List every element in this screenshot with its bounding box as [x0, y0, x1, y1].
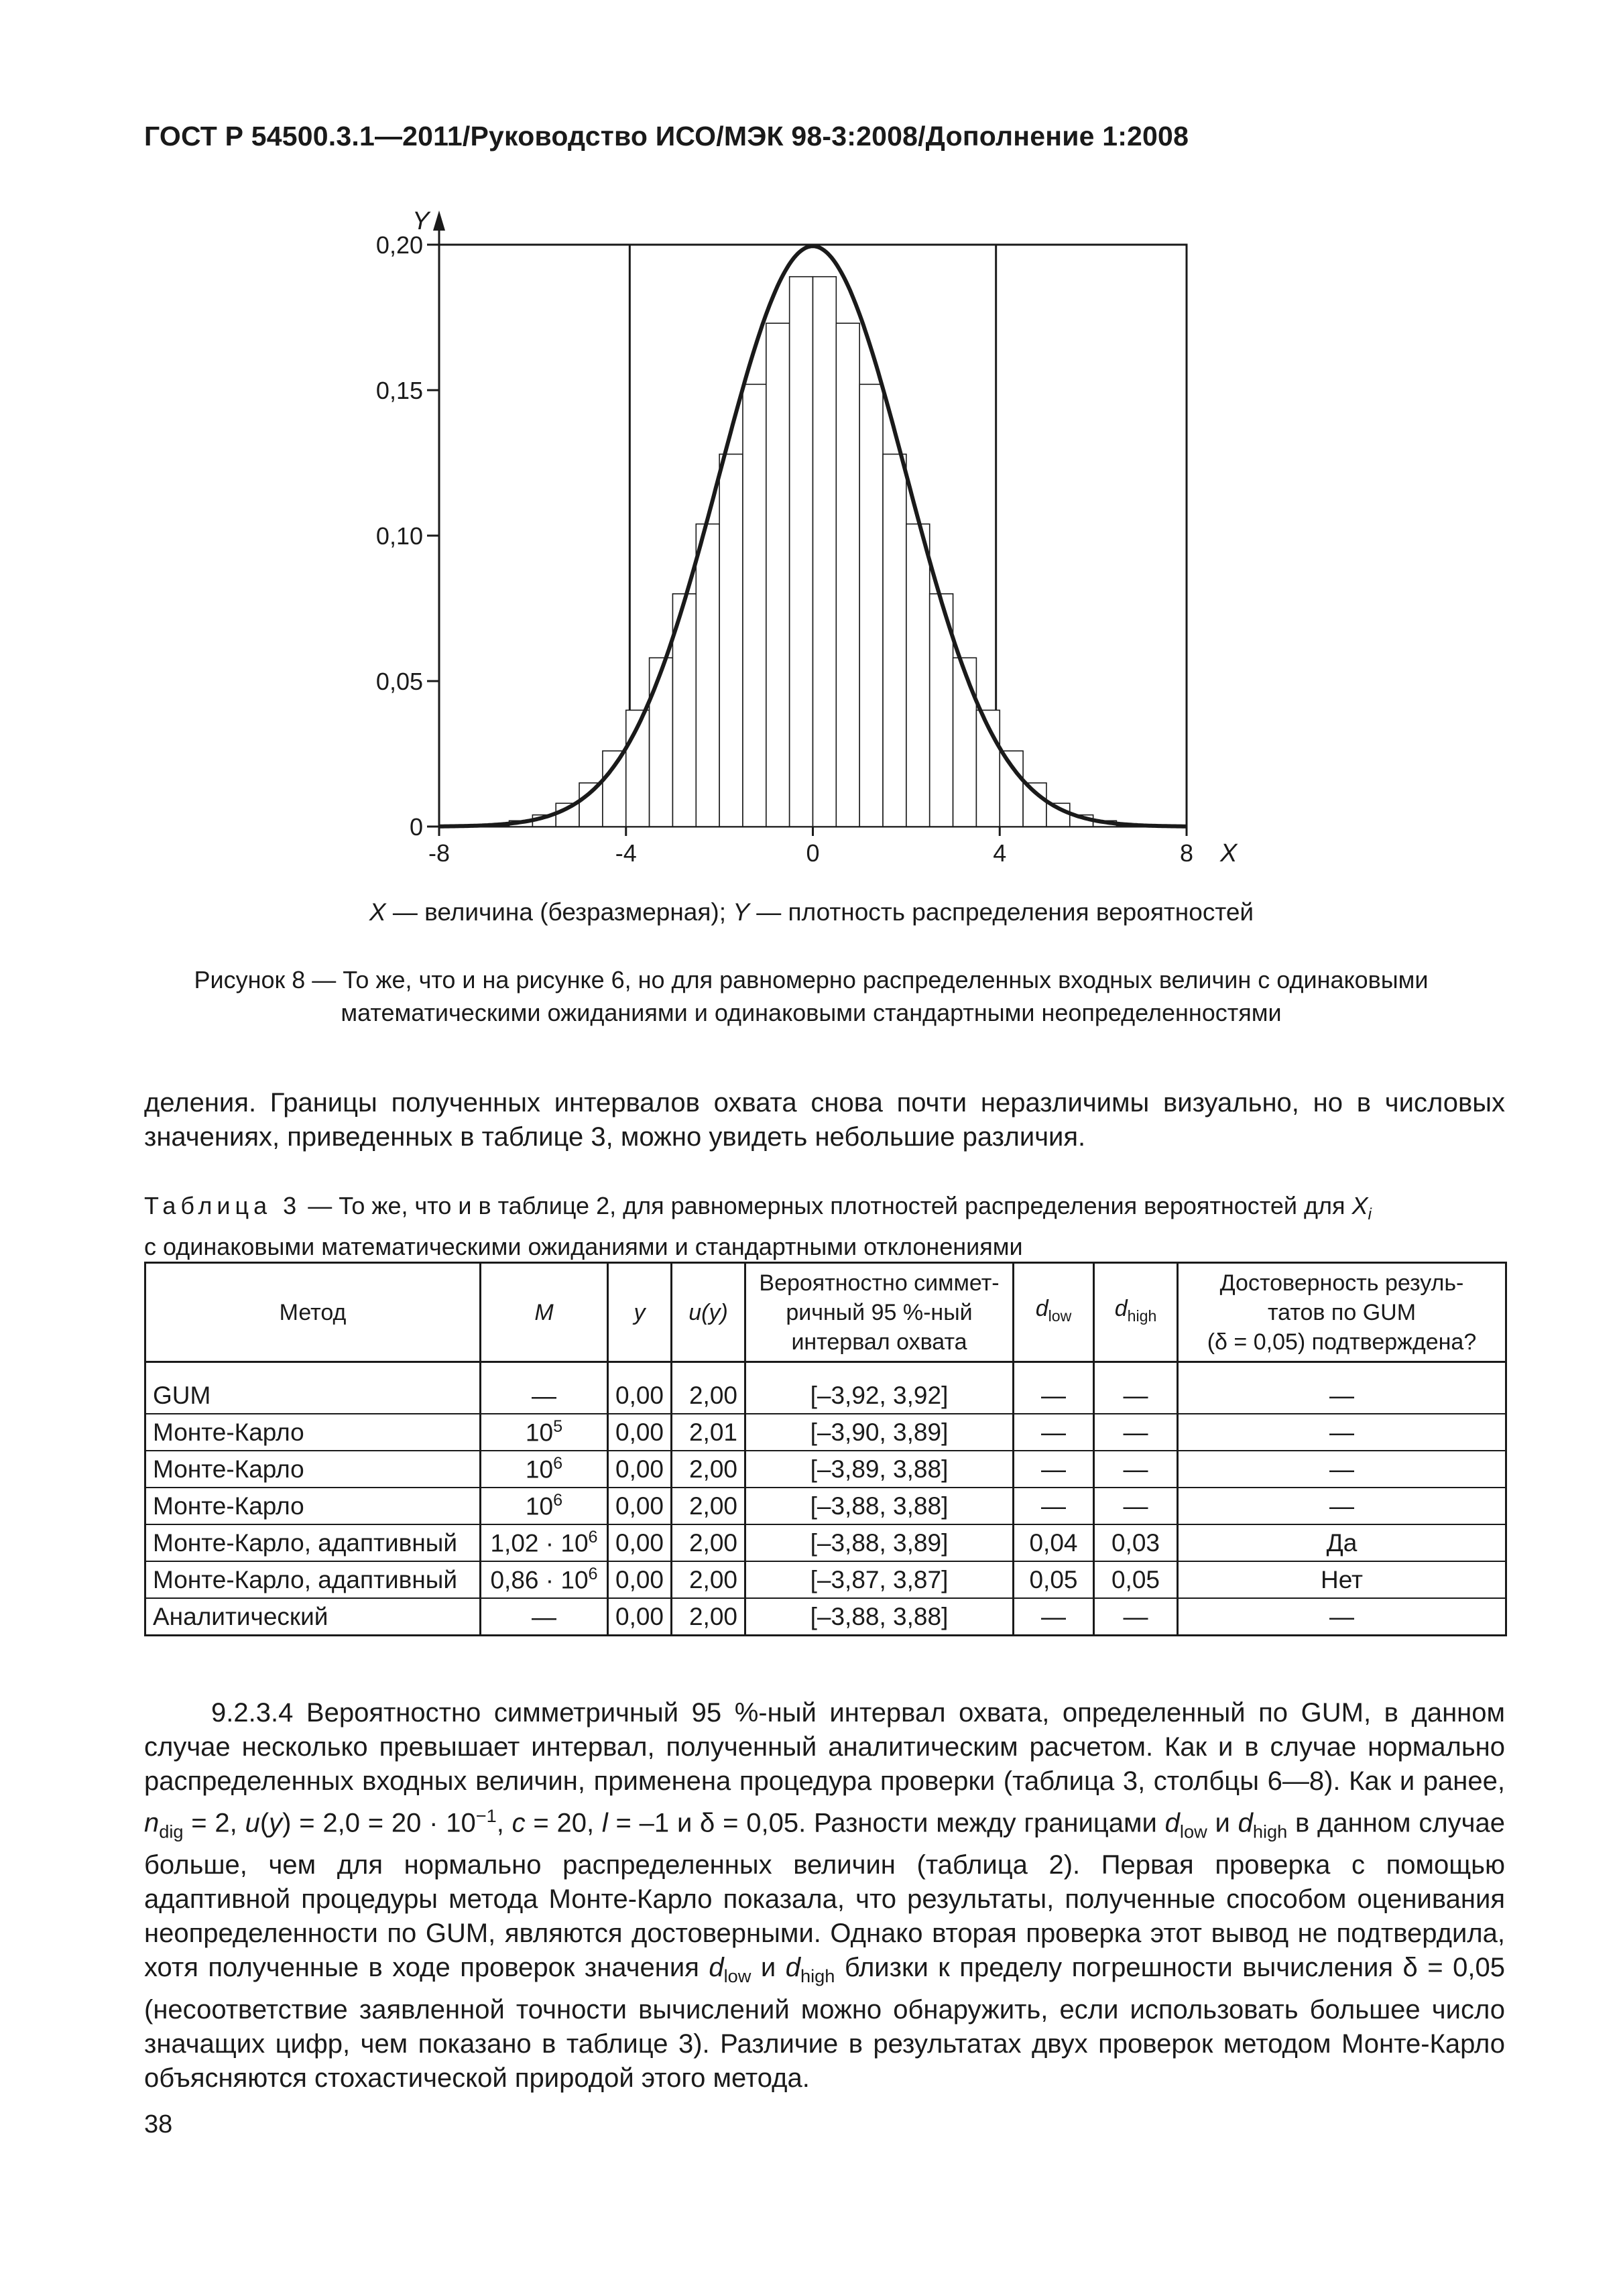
x-tick-label: 8	[1179, 839, 1194, 867]
cell-method: Монте-Карло	[145, 1488, 481, 1524]
cell-M: $1,02 \cdot 10^6$	[481, 1524, 608, 1561]
y-axis-arrow	[433, 210, 445, 231]
cell-method: Монте-Карло, адаптивный	[145, 1524, 481, 1561]
histogram-chart	[362, 201, 1301, 885]
legend-x-var: X	[369, 898, 386, 926]
cell-dhigh: —	[1094, 1378, 1178, 1414]
cell-valid: —	[1178, 1378, 1506, 1414]
table-title-prefix: Таблица 3	[144, 1192, 302, 1219]
histogram-bar	[696, 524, 719, 827]
cell-dhigh: 0,03	[1094, 1524, 1178, 1561]
x-tick-label: -4	[615, 839, 637, 867]
cell-dlow: —	[1014, 1451, 1094, 1488]
header-M: M	[481, 1263, 608, 1362]
table-title	[144, 1190, 1505, 1263]
cell-valid: Нет	[1178, 1561, 1506, 1598]
x-tick-label: 4	[993, 839, 1007, 867]
cell-M: —	[481, 1598, 608, 1636]
cell-valid: —	[1178, 1414, 1506, 1451]
cell-interval: [–3,92, 3,92]	[745, 1378, 1014, 1414]
legend-y-var: Y	[733, 898, 749, 926]
cell-y: 0,00	[608, 1524, 672, 1561]
x-axis-label: X	[1220, 839, 1238, 867]
figure-caption-line2: математическими ожиданиями и одинаковыми стандартными неопределенностями	[341, 999, 1282, 1026]
cell-method: Монте-Карло	[145, 1414, 481, 1451]
cell-uy: 2,00	[672, 1488, 745, 1524]
cell-dhigh: 0,05	[1094, 1561, 1178, 1598]
histogram-bar	[790, 277, 813, 827]
histogram-bar	[813, 277, 837, 827]
table-title-line2: с одинаковыми математическими ожиданиями и стандартными отклонениями	[144, 1233, 1023, 1261]
cell-interval: [–3,88, 3,88]	[745, 1488, 1014, 1524]
table-header-spacer	[145, 1362, 1506, 1378]
cell-valid: Да	[1178, 1524, 1506, 1561]
cell-method: Аналитический	[145, 1598, 481, 1636]
histogram-bar	[883, 454, 906, 827]
histogram-bar	[766, 323, 790, 827]
table-row	[145, 1451, 1506, 1488]
cell-M: $0,86 \cdot 10^6$	[481, 1561, 608, 1598]
results-table	[144, 1262, 1507, 1636]
cell-valid: —	[1178, 1598, 1506, 1636]
cell-interval: [–3,87, 3,87]	[745, 1561, 1014, 1598]
table-row	[145, 1598, 1506, 1636]
cell-interval: [–3,90, 3,89]	[745, 1414, 1014, 1451]
cell-y: 0,00	[608, 1598, 672, 1636]
cell-method: Монте-Карло	[145, 1451, 481, 1488]
x-tick-label: 0	[806, 839, 820, 867]
cell-interval: [–3,88, 3,88]	[745, 1598, 1014, 1636]
cell-method: GUM	[145, 1378, 481, 1414]
histogram-bar	[743, 384, 766, 827]
cell-M: —	[481, 1378, 608, 1414]
table-row	[145, 1378, 1506, 1414]
y-tick-label: 0,20	[375, 231, 423, 259]
cell-uy: 2,00	[672, 1378, 745, 1414]
cell-M: $10^6$	[481, 1451, 608, 1488]
histogram-bar	[953, 658, 977, 827]
x-tick-label: -8	[428, 839, 450, 867]
y-tick-label: 0,05	[375, 668, 423, 695]
cell-dlow: —	[1014, 1378, 1094, 1414]
header-y: y	[608, 1263, 672, 1362]
histogram-bar	[603, 751, 626, 827]
cell-uy: 2,00	[672, 1451, 745, 1488]
table-row	[145, 1414, 1506, 1451]
page-number: 38	[144, 2110, 173, 2138]
cell-dhigh: —	[1094, 1598, 1178, 1636]
cell-y: 0,00	[608, 1488, 672, 1524]
header-uy: u(y)	[672, 1263, 745, 1362]
cell-dlow: —	[1014, 1598, 1094, 1636]
y-axis-label: Y	[412, 207, 430, 235]
histogram-bar	[719, 454, 743, 827]
header-interval: Вероятностно симмет- ричный 95 %-ный интервал охвата	[745, 1263, 1014, 1362]
cell-y: 0,00	[608, 1378, 672, 1414]
header-valid: Достоверность резуль- татов по GUM (δ = 0,05) подтверждена?	[1178, 1263, 1506, 1362]
cell-uy: 2,00	[672, 1524, 745, 1561]
cell-dlow: 0,05	[1014, 1561, 1094, 1598]
legend-x-text: — величина (безразмерная);	[385, 898, 733, 926]
histogram-bar	[1000, 751, 1023, 827]
figure-caption-line1: Рисунок 8 — То же, что и на рисунке 6, но для равномерно распределенных входных величин с одинаковыми	[194, 966, 1429, 993]
cell-uy: 2,01	[672, 1414, 745, 1451]
header-dhigh: $d_{high}$	[1094, 1263, 1178, 1362]
histogram-bar	[650, 658, 673, 827]
cell-uy: 2,00	[672, 1598, 745, 1636]
figure-legend	[0, 898, 1623, 926]
table-title-var: X	[1351, 1192, 1368, 1219]
cell-dlow: —	[1014, 1414, 1094, 1451]
y-tick-label: 0,15	[375, 377, 423, 404]
cell-y: 0,00	[608, 1561, 672, 1598]
histogram-bar	[906, 524, 930, 827]
page-header: ГОСТ Р 54500.3.1—2011/Руководство ИСО/МЭК 98-3:2008/Дополнение 1:2008	[144, 121, 1189, 152]
cell-valid: —	[1178, 1451, 1506, 1488]
header-dlow: $d_{low}$	[1014, 1263, 1094, 1362]
table-title-sub: i	[1368, 1205, 1372, 1224]
table-row	[145, 1488, 1506, 1524]
cell-y: 0,00	[608, 1414, 672, 1451]
table-row	[145, 1524, 1506, 1561]
cell-interval: [–3,89, 3,88]	[745, 1451, 1014, 1488]
header-method: Метод	[145, 1263, 481, 1362]
figure-caption	[154, 963, 1468, 1029]
cell-dlow: —	[1014, 1488, 1094, 1524]
cell-dhigh: —	[1094, 1414, 1178, 1451]
table-title-rest: — То же, что и в таблице 2, для равномерных плотностей распределения вероятностей для	[301, 1192, 1352, 1219]
y-tick-label: 0	[409, 813, 423, 841]
legend-y-text: — плотность распределения вероятностей	[749, 898, 1254, 926]
paragraph-intro: деления. Границы полученных интервалов охвата снова почти неразличимы визуально, но в числовых значениях, приведенных в таблице 3, можно увидеть небольшие различия.	[144, 1088, 1505, 1152]
cell-y: 0,00	[608, 1451, 672, 1488]
cell-valid: —	[1178, 1488, 1506, 1524]
cell-M: $10^5$	[481, 1414, 608, 1451]
table-row	[145, 1561, 1506, 1598]
paragraph-9-2-3-4: 9.2.3.4 Вероятностно симметричный 95 %-ный интервал охвата, определенный по GUM, в данном случае несколько превышает интервал, полученный аналитическим расчетом. Как и в случае нормально распределенных входных величин, применена процедура проверки (таблица 3, столбцы 6—8). Как и ранее, $n_{dig} = 2$, $u(y) = 2,0 = 20 \cdot 10^{-1}$, c = 20, l = –1 и δ = 0,05. Разности между границами $d_{low}$ и $d_{high}$ в данном случае больше, чем для нормально распределенных величин (таблица 2). Первая проверка с помощью адаптивной процедуры метода Монте-Карло показала, что результаты, полученные способом оценивания неопределенности по GUM, являются достоверными. Однако вторая проверка этот вывод не подтвердила, хотя полученные в ходе проверок значения $d_{low}$ и $d_{high}$ близки к пределу погрешности вычисления δ = 0,05 (несоответствие заявленной точности вычислений можно обнаружить, если использовать большее число значащих цифр, чем показано в таблице 3). Различие в результатах двух проверок методом Монте-Карло объясняются стохастической природой этого метода.	[144, 1698, 1505, 2094]
cell-method: Монте-Карло, адаптивный	[145, 1561, 481, 1598]
cell-interval: [–3,88, 3,89]	[745, 1524, 1014, 1561]
cell-dhigh: —	[1094, 1451, 1178, 1488]
cell-dlow: 0,04	[1014, 1524, 1094, 1561]
cell-dhigh: —	[1094, 1488, 1178, 1524]
cell-M: $10^6$	[481, 1488, 608, 1524]
histogram-bar	[859, 384, 883, 827]
histogram-bar	[836, 323, 859, 827]
y-tick-label: 0,10	[375, 522, 423, 550]
cell-uy: 2,00	[672, 1561, 745, 1598]
table-header-row	[145, 1263, 1506, 1362]
